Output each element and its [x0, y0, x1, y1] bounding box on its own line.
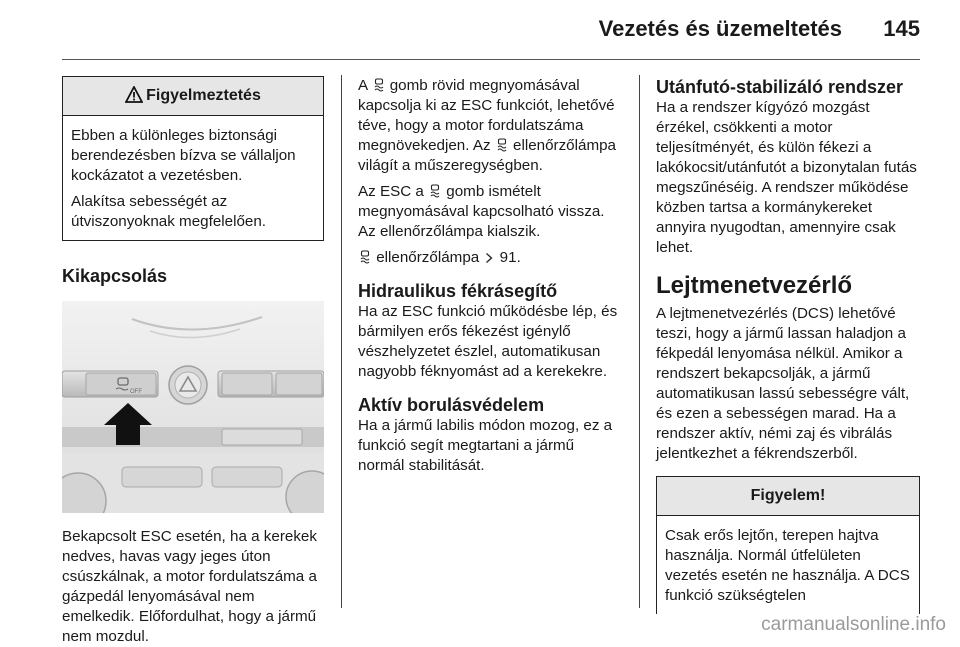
column-middle [358, 76, 624, 476]
page-title: Vezetés és üzemeltetés [598, 16, 842, 41]
warning-triangle-icon [125, 86, 143, 103]
warning-text-1: Ebben a különleges biztonsági berendezésben bízva se vállaljon kockázatot a vezetésben. [71, 127, 296, 184]
section-title-trailer: Utánfutó-stabilizáló rendszer [656, 77, 904, 97]
warning-box-header [63, 77, 323, 116]
esc-off-car-icon [360, 250, 370, 264]
svg-text:OFF: OFF [130, 389, 142, 395]
warning-text-2: Alakítsa sebességét az útviszonyoknak megfelelően. [71, 193, 267, 230]
page-number: 145 [883, 16, 920, 41]
section-title-kikapcsolas: Kikapcsolás [62, 266, 168, 286]
column-divider-2 [639, 75, 640, 608]
caution-box [656, 476, 920, 614]
column-divider-1 [341, 75, 342, 608]
section-title-rollover: Aktív borulásvédelem [358, 395, 545, 415]
hydraulic-text: Ha az ESC funkció működésbe lép, és bármilyen erős fékezést igénylő vészhelyzetet észlel, automatikusan nagyobb féknyomást ad a kerekekre. [358, 303, 618, 380]
page-header [0, 0, 960, 60]
caution-box-body [657, 516, 919, 614]
esc-off-car-icon [374, 78, 384, 92]
trailer-text: Ha a rendszer kígyózó mozgást érzékel, csökkenti a motor teljesítményét, és külön fékezi a lakókocsit/utánfutót a bizonytalan futás megszűnéséig. A rendszer működése közben tartsa a kormánykereket annyira nyugodtan, amennyire csak lehet. [656, 99, 917, 256]
section-title-descent: Lejtmenetvezérlő [656, 272, 853, 299]
esc-paragraph-3: ellenőrzőlámpa 91. [358, 248, 624, 268]
esc-off-car-icon [430, 184, 440, 198]
watermark: carmanualsonline.info [761, 614, 946, 635]
column-left [62, 76, 324, 647]
esc-paragraph-2: Az ESC a gomb ismételt megnyomásával kapcsolható vissza. Az ellenőrzőlámpa kialszik. [358, 183, 605, 240]
warning-box [62, 76, 324, 241]
esc-paragraph-1: A gomb rövid megnyomásával kapcsolja ki az ESC funkciót, lehetővé téve, hogy a motor fordulatszáma megnövekedjen. Az ellenőrzőlámpa világít a műszeregységben. [358, 77, 616, 174]
warning-box-body [63, 116, 323, 240]
warning-box-title: Figyelmeztetés [146, 87, 261, 104]
descent-text: A lejtmenetvezérlés (DCS) lehetővé teszi, hogy a jármű lassan haladjon a fékpedál lenyomása nélkül. Amikor a rendszert bekapcsolják, a jármű automatikusan lassú sebességre vált, és ezen a sebességen marad. Ha a rendszer aktív, némi zaj és vibrálás jelentkezhet a fékrendszerből. [656, 305, 910, 462]
esc-button-photo [62, 301, 324, 513]
page-reference-link[interactable]: 91. [499, 249, 521, 266]
page-reference-arrow-icon[interactable] [485, 252, 493, 264]
caution-box-header: Figyelem! [657, 477, 919, 516]
rollover-text: Ha a jármű labilis módon mozog, ez a funkció segít megtartani a jármű normál stabilitását. [358, 417, 613, 474]
esc-off-car-icon [497, 138, 507, 152]
caution-text: Csak erős lejtőn, terepen hajtva használja. Normál útfelületen vezetés esetén ne használja. A DCS funkció szükségtelen [665, 527, 910, 604]
kikapcsolas-caption: Bekapcsolt ESC esetén, ha a kerekek nedves, havas vagy jeges úton csúszkálnak, a motor fordulatszáma a gázpedál lenyomásával nem emelkedik. Előfordulhat, hogy a jármű nem mozdul. [62, 528, 317, 645]
header-divider [62, 59, 920, 60]
column-right [656, 76, 922, 614]
section-title-hydraulic: Hidraulikus fékrásegítő [358, 281, 558, 301]
